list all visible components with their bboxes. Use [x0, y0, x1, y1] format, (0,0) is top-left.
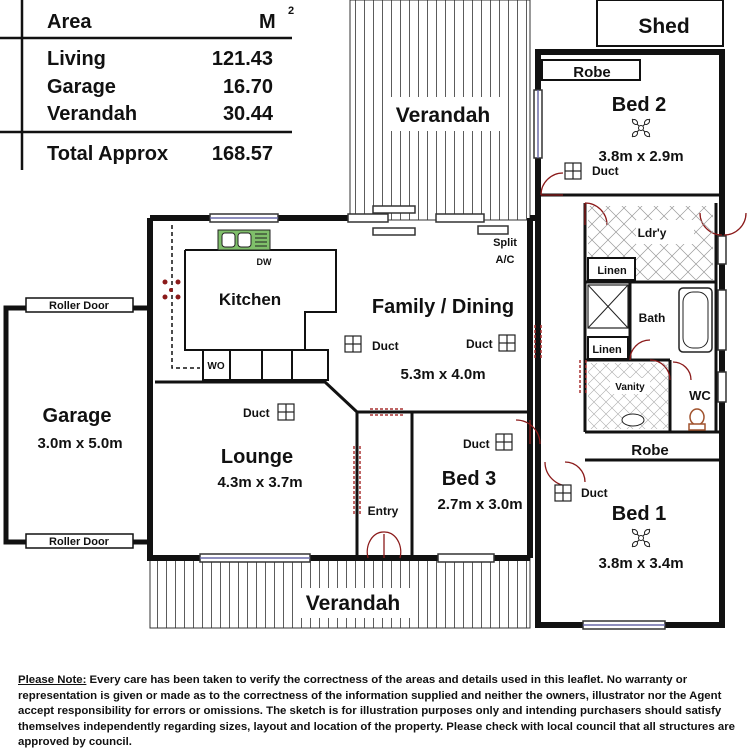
unit-header: M	[259, 11, 276, 33]
verandah-top-label: Verandah	[395, 104, 491, 127]
dw-label: DW	[256, 257, 272, 267]
duct-icon	[555, 485, 571, 501]
garage-size: 3.0m x 5.0m	[37, 435, 123, 452]
vanity-label: Vanity	[615, 382, 645, 393]
duct-icon	[345, 336, 361, 352]
bed3-label: Bed 3	[441, 468, 497, 490]
area-table	[0, 0, 294, 170]
linen-label-2: Linen	[592, 344, 622, 356]
area-value-garage: 16.70	[222, 76, 273, 98]
area-value-living: 121.43	[211, 48, 273, 70]
duct-bed1	[555, 485, 608, 501]
note-text: Every care has been taken to verify the correctness of the areas and details used in this leaflet. No warranty or representation is given or made as to the correctness of the information supplied and neither the owners, illustrator nor the Agent accept responsibility for errors or omissions. The sketch is for illustration purposes only and intending purchasers should satisfy themselves independently regarding sizes, layout and location of the property. Please check with local council that all structures are approved by council.	[18, 674, 735, 749]
duct-label: Duct	[372, 339, 399, 353]
area-value-verandah: 30.44	[222, 103, 273, 125]
area-label-verandah: Verandah	[47, 103, 138, 125]
garage-label: Garage	[42, 405, 112, 427]
bed2-size: 3.8m x 2.9m	[598, 148, 684, 165]
lounge-label: Lounge	[220, 446, 294, 468]
duct-family-right	[466, 335, 515, 351]
area-label-garage: Garage	[47, 76, 116, 98]
roller-door-bottom-label: Roller Door	[49, 536, 109, 548]
verandah-bottom-label: Verandah	[305, 592, 401, 615]
total-label: Total Approx	[47, 143, 169, 165]
kitchen-label: Kitchen	[218, 290, 282, 309]
duct-icon	[496, 434, 512, 450]
duct-lounge	[243, 404, 294, 420]
note-heading: Please Note:	[18, 674, 87, 686]
duct-family-left	[345, 336, 399, 353]
duct-icon	[499, 335, 515, 351]
area-header: Area	[47, 11, 92, 33]
wc-label: WC	[689, 388, 711, 403]
duct-label: Duct	[592, 164, 619, 178]
unit-superscript: 2	[288, 5, 295, 17]
toilet-icon	[689, 409, 705, 430]
sink-icon	[218, 230, 270, 250]
entry-label: Entry	[367, 504, 399, 518]
ceiling-fan-icon	[631, 118, 650, 137]
total-value: 168.57	[211, 143, 273, 165]
duct-label: Duct	[243, 406, 270, 420]
family-dining-label: Family / Dining	[371, 296, 515, 318]
roller-door-top-label: Roller Door	[49, 300, 109, 312]
laundry-label: Ldr'y	[637, 226, 667, 240]
duct-bed3	[463, 434, 512, 451]
robe-top-label: Robe	[573, 64, 611, 81]
area-label-living: Living	[47, 48, 106, 70]
robe-bottom-label: Robe	[631, 442, 669, 459]
lounge-size: 4.3m x 3.7m	[217, 474, 303, 491]
bed1-size: 3.8m x 3.4m	[598, 555, 684, 572]
duct-bed2	[565, 163, 619, 179]
split-ac-label-1: Split	[493, 237, 517, 249]
bed2-label: Bed 2	[611, 94, 667, 116]
shed-label: Shed	[638, 15, 690, 38]
wo-label: WO	[207, 361, 225, 372]
family-dining-size: 5.3m x 4.0m	[400, 366, 486, 383]
bed3-size: 2.7m x 3.0m	[437, 496, 523, 513]
basin-icon	[622, 414, 644, 426]
bath-label: Bath	[638, 311, 666, 325]
duct-label: Duct	[466, 337, 493, 351]
duct-icon	[565, 163, 581, 179]
ceiling-fan-icon	[631, 528, 650, 547]
linen-label-1: Linen	[597, 265, 627, 277]
duct-label: Duct	[581, 486, 608, 500]
split-ac-label-2: A/C	[495, 254, 515, 266]
duct-label: Duct	[463, 437, 490, 451]
duct-icon	[278, 404, 294, 420]
bed1-label: Bed 1	[611, 503, 667, 525]
disclaimer-note	[18, 673, 736, 751]
